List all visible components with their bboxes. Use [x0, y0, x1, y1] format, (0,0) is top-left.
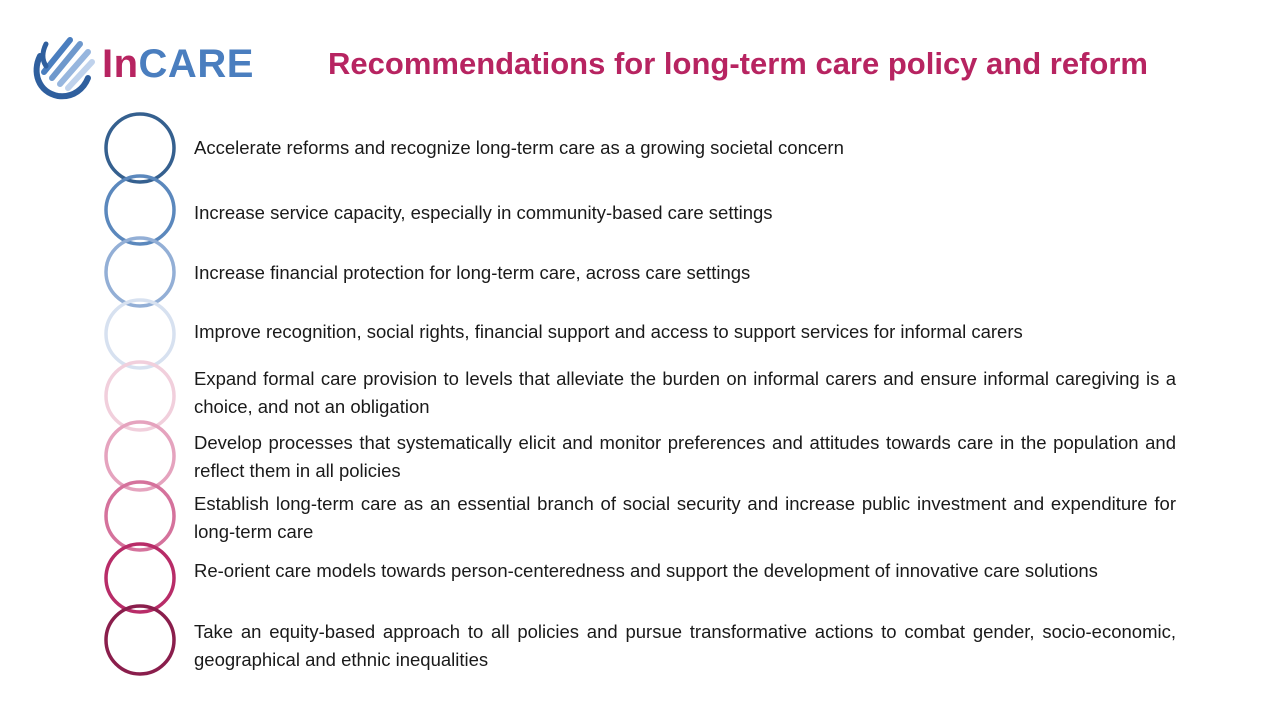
recommendation-7: Establish long-term care as an essential branch of social security and increase public investment and expenditure for long-term care: [194, 493, 1176, 542]
ring-8: [106, 544, 174, 612]
ring-4: [106, 300, 174, 368]
recommendation-9: Take an equity-based approach to all policies and pursue transformative actions to combat gender, socio-economic, geographical and ethnic inequalities: [194, 621, 1176, 670]
recommendation-6: Develop processes that systematically elicit and monitor preferences and attitudes towards care in the population and reflect them in all policies: [194, 432, 1176, 481]
ring-3: [106, 238, 174, 306]
recommendation-5: Expand formal care provision to levels that alleviate the burden on informal carers and ensure informal caregiving is a choice, and not an obligation: [194, 368, 1176, 417]
recommendation-4: Improve recognition, social rights, financial support and access to support services for informal carers: [194, 321, 1023, 342]
recommendation-8: Re-orient care models towards person-centeredness and support the development of innovative care solutions: [194, 560, 1098, 581]
page-title: Recommendations for long-term care policy and reform: [328, 46, 1148, 81]
recommendation-2: Increase service capacity, especially in community-based care settings: [194, 202, 773, 223]
recommendation-3: Increase financial protection for long-term care, across care settings: [194, 262, 751, 283]
ring-5: [106, 362, 174, 430]
brand-prefix: In: [102, 42, 139, 86]
ring-9: [106, 606, 174, 674]
brand-wordmark: [102, 40, 254, 88]
ring-1: [106, 114, 174, 182]
ring-2: [106, 176, 174, 244]
hands-logo-icon: [30, 26, 102, 102]
incare-logo: [30, 26, 254, 106]
ring-6: [106, 422, 174, 490]
recommendation-1: Accelerate reforms and recognize long-term care as a growing societal concern: [194, 137, 844, 158]
ring-7: [106, 482, 174, 550]
brand-suffix: CARE: [138, 42, 254, 86]
